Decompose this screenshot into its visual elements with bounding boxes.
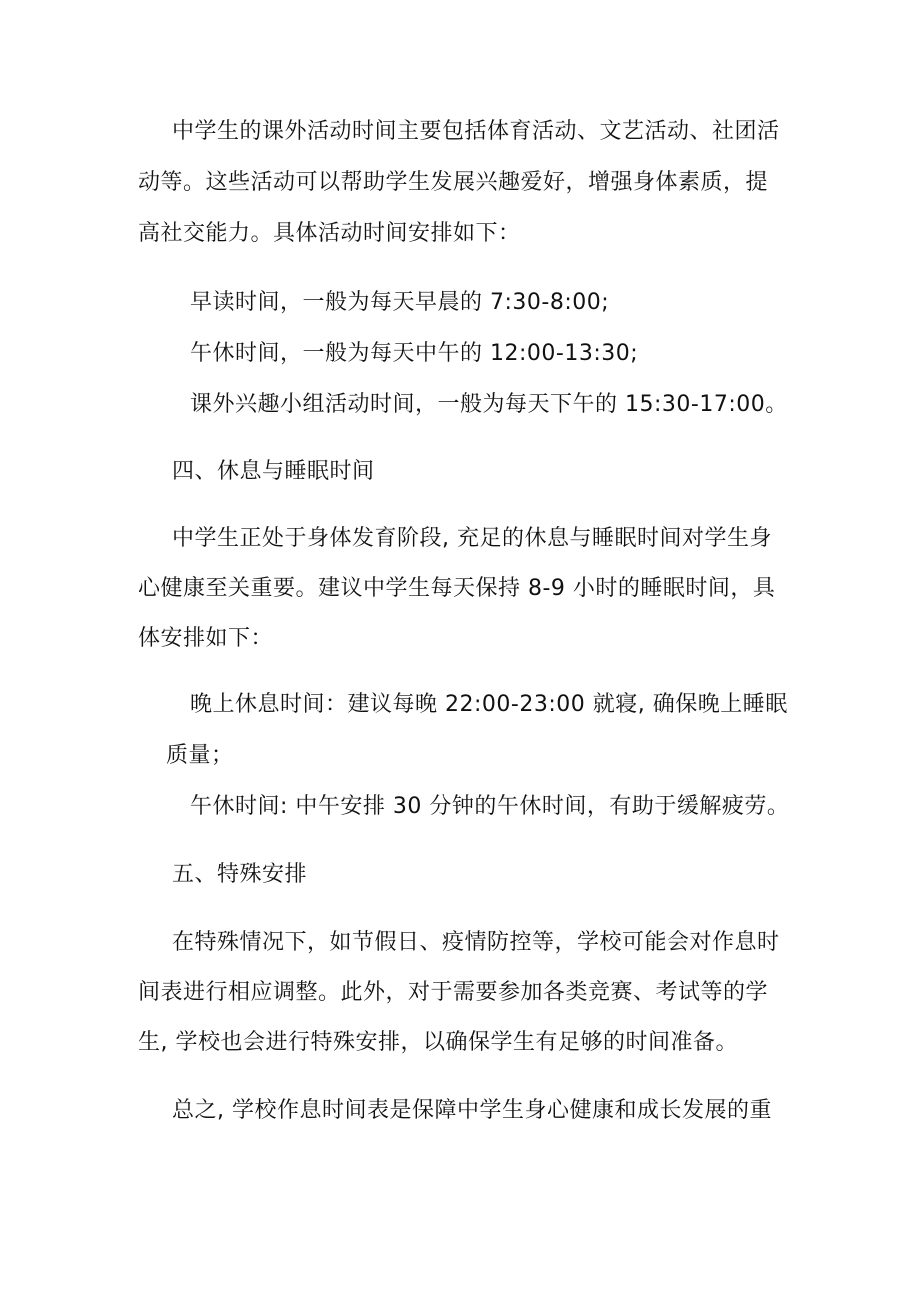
paragraph-activities-line-2: 动等。这些活动可以帮助学生发展兴趣爱好，增强身体素质，提 <box>138 170 769 195</box>
paragraph-summary-line-1: 总之, 学校作息时间表是保障中学生身心健康和成长发展的重 <box>172 1098 772 1123</box>
rest-item-evening-line-1: 晚上休息时间：建议每晚 22:00-23:00 就寝, 确保晚上睡眠 <box>190 692 788 717</box>
paragraph-special-line-2: 间表进行相应调整。此外，对于需要参加各类竞赛、考试等的学 <box>138 980 769 1005</box>
paragraph-activities-line-3: 高社交能力。具体活动时间安排如下： <box>138 221 521 246</box>
activity-item-morning-reading: 早读时间，一般为每天早晨的 7:30-8:00; <box>190 290 610 315</box>
activity-item-noon-break: 午休时间，一般为每天中午的 12:00-13:30; <box>190 341 639 366</box>
paragraph-rest-line-2: 心健康至关重要。建议中学生每天保持 8-9 小时的睡眠时间，具 <box>138 576 776 601</box>
paragraph-rest-line-1: 中学生正处于身体发育阶段, 充足的休息与睡眠时间对学生身 <box>172 526 772 551</box>
rest-item-noon-nap: 午休时间: 中午安排 30 分钟的午休时间，有助于缓解疲劳。 <box>190 794 790 819</box>
rest-item-evening-line-2: 质量； <box>166 743 234 768</box>
activity-item-interest-group: 课外兴趣小组活动时间，一般为每天下午的 15:30-17:00。 <box>190 392 788 417</box>
section-heading-special: 五、特殊安排 <box>172 862 308 887</box>
paragraph-activities-line-1: 中学生的课外活动时间主要包括体育活动、文艺活动、社团活 <box>172 119 780 144</box>
paragraph-special-line-3: 生, 学校也会进行特殊安排，以确保学生有足够的时间准备。 <box>138 1030 738 1055</box>
paragraph-special-line-1: 在特殊情况下，如节假日、疫情防控等，学校可能会对作息时 <box>172 930 780 955</box>
paragraph-rest-line-3: 体安排如下： <box>138 626 274 651</box>
section-heading-rest-sleep: 四、休息与睡眠时间 <box>172 459 375 484</box>
